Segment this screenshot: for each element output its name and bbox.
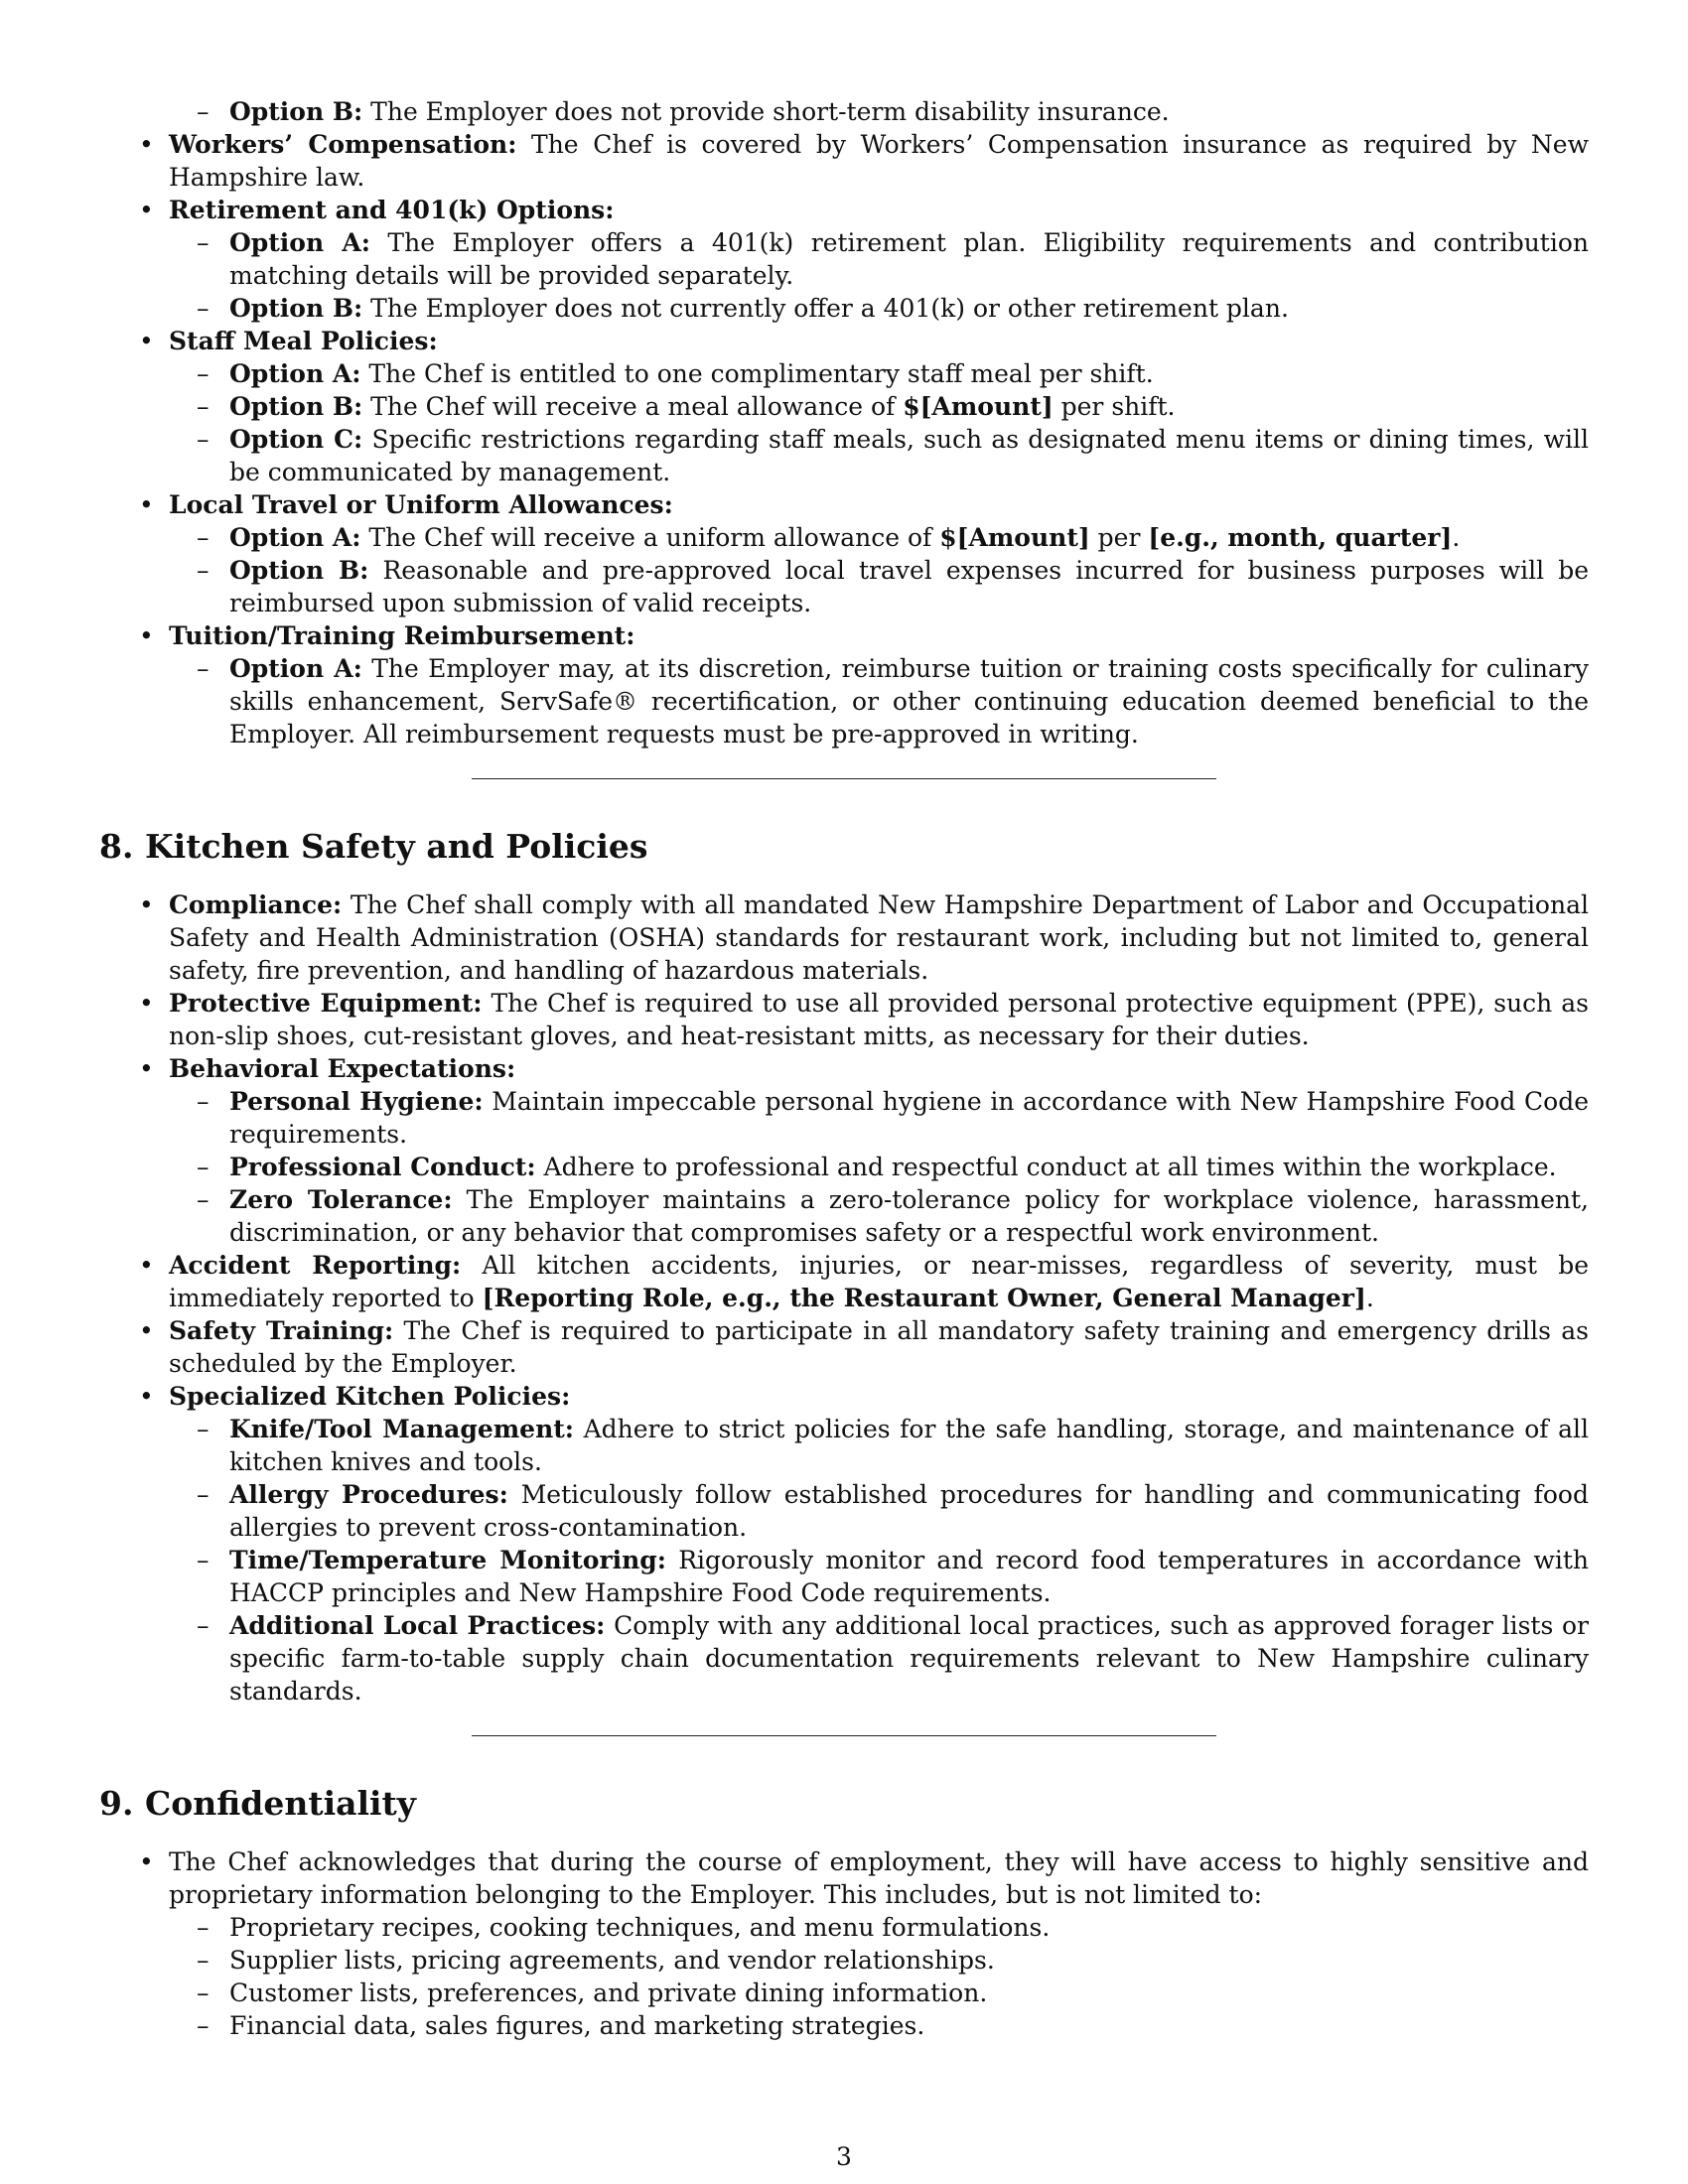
list-item: – Customer lists, preferences, and private dining information. bbox=[169, 1977, 1589, 2009]
disability-options-list bbox=[99, 95, 1589, 128]
confidentiality-list bbox=[99, 1845, 1589, 2042]
list-item: – Option B: Reasonable and pre-approved local travel expenses incurred for business purposes will be reimbursed upon submission of valid receipts. bbox=[169, 554, 1589, 619]
specialized-item: • Specialized Kitchen Policies: – Knife/Tool Management: Adhere to strict policies for the safe handling, storage, and maintenance of all kitchen knives and tools. – Allergy Procedures: Meticulously follow established procedures for handling and communicating food allergies to prevent cross-contamination. – Time/Temperature Monitoring: Rigorously monitor and record food temperatures in accordance with HACCP principles and New Hampshire Food Code requirements. – Additional Local Practices: Comply with any additional local practices, such as approved forager lists or specific farm-to-table supply chain documentation requirements relevant to New Hampshire culinary standards. bbox=[99, 1380, 1589, 1707]
list-item: – Option B: The Chef will receive a meal allowance of $[Amount] per shift. bbox=[169, 390, 1589, 423]
ppe-item: • Protective Equipment: The Chef is required to use all provided personal protective equipment (PPE), such as non-slip shoes, cut-resistant gloves, and heat-resistant mitts, as necessary for their duties. bbox=[99, 987, 1589, 1052]
tuition-item: • Tuition/Training Reimbursement: – Option A: The Employer may, at its discretion, reimburse tuition or training costs specifically for culinary skills enhancement, ServSafe® recertification, or other continuing education deemed beneficial to the Employer. All reimbursement requests must be pre-approved in writing. bbox=[99, 619, 1589, 751]
section-heading: 9. Confidentiality bbox=[99, 1784, 416, 1823]
travel-uniform-item: • Local Travel or Uniform Allowances: – Option A: The Chef will receive a uniform allowance of $[Amount] per [e.g., month, quarter]. – Option B: Reasonable and pre-approved local travel expenses incurred for business purposes will be reimbursed upon submission of valid receipts. bbox=[99, 488, 1589, 619]
training-item: • Safety Training: The Chef is required to participate in all mandatory safety training and emergency drills as scheduled by the Employer. bbox=[99, 1314, 1589, 1380]
section-heading: 8. Kitchen Safety and Policies bbox=[99, 827, 648, 866]
benefits-list bbox=[99, 128, 1589, 751]
section-divider bbox=[472, 778, 1216, 779]
list-item: – Personal Hygiene: Maintain impeccable personal hygiene in accordance with New Hampshire Food Code requirements. bbox=[169, 1085, 1589, 1151]
list-item: – Option C: Specific restrictions regarding staff meals, such as designated menu items or dining times, will be communicated by management. bbox=[169, 423, 1589, 488]
workers-comp-item: • Workers’ Compensation: The Chef is covered by Workers’ Compensation insurance as required by New Hampshire law. bbox=[99, 128, 1589, 194]
list-item: – Option A: The Employer offers a 401(k) retirement plan. Eligibility requirements and contribution matching details will be provided separately. bbox=[169, 226, 1589, 292]
retirement-item: • Retirement and 401(k) Options: – Option A: The Employer offers a 401(k) retirement plan. Eligibility requirements and contribution matching details will be provided separately. – Option B: The Employer does not currently offer a 401(k) or other retirement plan. bbox=[99, 194, 1589, 325]
list-item: – Supplier lists, pricing agreements, and vendor relationships. bbox=[169, 1944, 1589, 1977]
list-item: – Zero Tolerance: The Employer maintains a zero-tolerance policy for workplace violence, harassment, discrimination, or any behavior that compromises safety or a respectful work environment. bbox=[169, 1183, 1589, 1249]
compliance-item: • Compliance: The Chef shall comply with all mandated New Hampshire Department of Labor and Occupational Safety and Health Administration (OSHA) standards for restaurant work, including but not limited to, general safety, fire prevention, and handling of hazardous materials. bbox=[99, 888, 1589, 987]
list-item: – Financial data, sales figures, and marketing strategies. bbox=[169, 2009, 1589, 2042]
behavior-item: • Behavioral Expectations: – Personal Hygiene: Maintain impeccable personal hygiene in accordance with New Hampshire Food Code requirements. – Professional Conduct: Adhere to professional and respectful conduct at all times within the workplace. – Zero Tolerance: The Employer maintains a zero-tolerance policy for workplace violence, harassment, discrimination, or any behavior that compromises safety or a respectful work environment. bbox=[99, 1052, 1589, 1249]
document-page bbox=[99, 95, 1589, 2042]
list-item: – Time/Temperature Monitoring: Rigorously monitor and record food temperatures in accordance with HACCP principles and New Hampshire Food Code requirements. bbox=[169, 1544, 1589, 1609]
list-item: – Option A: The Chef is entitled to one complimentary staff meal per shift. bbox=[169, 357, 1589, 390]
list-item: – Professional Conduct: Adhere to professional and respectful conduct at all times within the workplace. bbox=[169, 1151, 1589, 1183]
list-item: – Allergy Procedures: Meticulously follow established procedures for handling and communicating food allergies to prevent cross-contamination. bbox=[169, 1478, 1589, 1544]
accident-item: • Accident Reporting: All kitchen accidents, injuries, or near-misses, regardless of severity, must be immediately reported to [Reporting Role, e.g., the Restaurant Owner, General Manager]. bbox=[99, 1249, 1589, 1314]
list-item: – Proprietary recipes, cooking techniques, and menu formulations. bbox=[169, 1911, 1589, 1944]
confidentiality-intro-item: • The Chef acknowledges that during the course of employment, they will have access to highly sensitive and proprietary information belonging to the Employer. This includes, but is not limited to: – Proprietary recipes, cooking techniques, and menu formulations. – Supplier lists, pricing agreements, and vendor relationships. – Customer lists, preferences, and private dining information. – Financial data, sales figures, and marketing strategies. bbox=[99, 1845, 1589, 2042]
list-item: – Option B: The Employer does not currently offer a 401(k) or other retirement plan. bbox=[169, 292, 1589, 325]
safety-list bbox=[99, 888, 1589, 1707]
section-divider bbox=[472, 1735, 1216, 1736]
list-item: – Option B: The Employer does not provide short-term disability insurance. bbox=[169, 95, 1589, 128]
list-item: – Option A: The Employer may, at its discretion, reimburse tuition or training costs specifically for culinary skills enhancement, ServSafe® recertification, or other continuing education deemed beneficial to the Employer. All reimbursement requests must be pre-approved in writing. bbox=[169, 652, 1589, 751]
page-number: 3 bbox=[836, 2142, 852, 2171]
list-item: – Additional Local Practices: Comply with any additional local practices, such as approved forager lists or specific farm-to-table supply chain documentation requirements relevant to New Hampshire culinary standards. bbox=[169, 1609, 1589, 1707]
list-item: – Knife/Tool Management: Adhere to strict policies for the safe handling, storage, and maintenance of all kitchen knives and tools. bbox=[169, 1413, 1589, 1478]
list-item: – Option A: The Chef will receive a uniform allowance of $[Amount] per [e.g., month, quarter]. bbox=[169, 521, 1589, 554]
staff-meal-item: • Staff Meal Policies: – Option A: The Chef is entitled to one complimentary staff meal per shift. – Option B: The Chef will receive a meal allowance of $[Amount] per shift. – Option C: Specific restrictions regarding staff meals, such as designated menu items or dining times, will be communicated by management. bbox=[99, 325, 1589, 488]
